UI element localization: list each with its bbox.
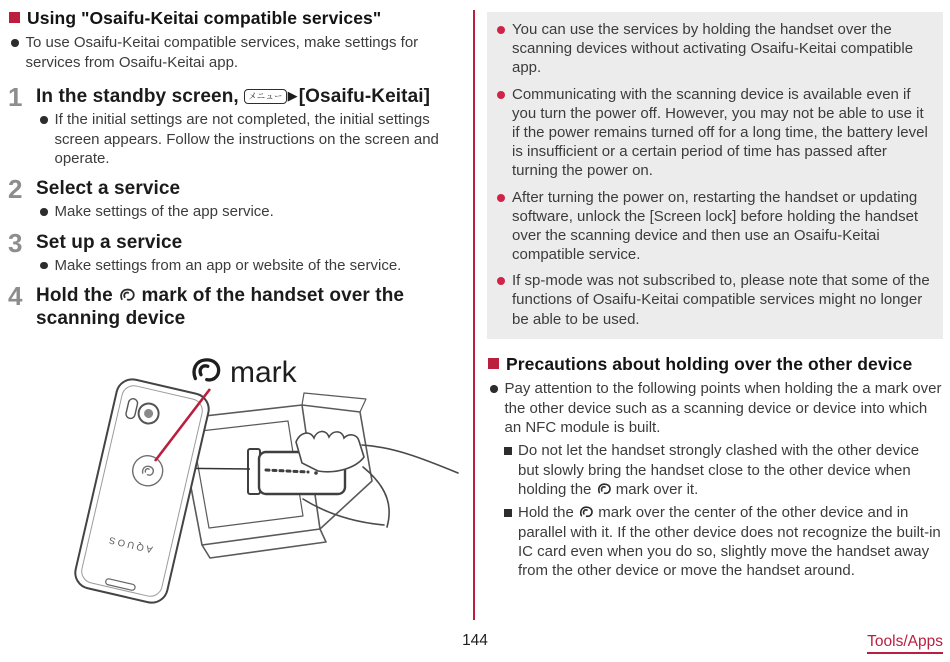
info-item	[496, 188, 934, 265]
red-dot-bullet-icon	[497, 194, 505, 202]
step-3-title: Set up a service	[36, 231, 183, 253]
felica-mark-icon	[596, 481, 612, 497]
point-2-pre: Hold the	[518, 504, 579, 522]
mark-label	[194, 356, 298, 389]
step-4-title-pre: Hold the	[36, 285, 119, 307]
intro-bullet	[8, 33, 466, 72]
info-item-text: After turning the power on, restarting the handset or updating software, unlock the [Screen lock] before holding the handset over the scanning device and then use an Osaifu-Keitai compatible service.	[512, 188, 919, 264]
red-dot-bullet-icon	[497, 91, 505, 99]
felica-mark-icon	[118, 286, 136, 304]
step-3-note	[37, 256, 466, 275]
info-item	[496, 20, 934, 78]
info-box	[487, 12, 943, 339]
scanning-illustration	[60, 339, 462, 607]
precautions-intro	[487, 379, 943, 437]
section-heading-precautions	[487, 354, 943, 375]
step-1-title-post: [Osaifu-Keitai]	[298, 86, 431, 108]
page-number: 144	[462, 632, 488, 649]
red-square-bullet-icon	[9, 12, 20, 23]
square-bullet-icon	[504, 447, 512, 455]
point-1-post: mark over it.	[611, 480, 699, 498]
section-heading-using	[8, 8, 466, 29]
menu-key-icon: メニュー	[244, 89, 286, 104]
precaution-point-text	[518, 441, 943, 499]
point-2-post: mark over the center of the other device and in parallel with it. If the other device does not recognize the built-in IC card even when you do so, slightly move the handset away from the other device or move the handset around.	[518, 504, 941, 580]
step-1	[8, 82, 466, 168]
step-2-number: 2	[8, 174, 23, 205]
phone-brand-label: AQUOS	[105, 533, 154, 555]
step-2-title: Select a service	[36, 178, 181, 200]
section-heading-text: Using "Osaifu-Keitai compatible services"	[27, 8, 382, 28]
square-bullet-icon	[504, 509, 512, 517]
dot-bullet-icon	[11, 39, 19, 47]
info-item-text: You can use the services by holding the handset over the scanning devices without activating Osaifu-Keitai compatible app.	[512, 21, 914, 77]
tools-apps-link[interactable]: Tools/Apps	[867, 633, 943, 654]
step-1-note	[37, 110, 466, 168]
step-3	[8, 227, 466, 276]
step-4-title	[36, 284, 466, 330]
step-2-note-text: Make settings of the app service.	[54, 203, 274, 221]
dot-bullet-icon	[40, 116, 48, 124]
red-square-bullet-icon	[488, 358, 499, 369]
step-1-note-text: If the initial settings are not completed, the initial settings screen appears. Follow the instructions on the screen and operate.	[54, 111, 439, 167]
step-3-number: 3	[8, 227, 23, 258]
left-column	[8, 8, 466, 612]
step-4-title-post: mark of the handset over the scanning device	[36, 285, 405, 330]
red-dot-bullet-icon	[497, 26, 505, 34]
step-1-title	[36, 85, 466, 108]
step-2-note	[37, 202, 466, 221]
step-1-title-pre: In the standby screen,	[36, 86, 245, 108]
info-item	[496, 271, 934, 329]
dot-bullet-icon	[40, 262, 48, 270]
dot-bullet-icon	[490, 385, 498, 393]
intro-text: To use Osaifu-Keitai compatible services, make settings for services from Osaifu-Keitai app.	[25, 34, 419, 71]
precaution-point-text	[518, 503, 943, 580]
info-item-text: If sp-mode was not subscribed to, please note that some of the functions of Osaifu-Keitai compatible services might no longer be able to be used.	[512, 272, 930, 328]
info-item	[496, 85, 934, 181]
info-item-text: Communicating with the scanning device is available even if you turn the power off. However, you may not be able to use it if the power remains turned off for a long time, the battery level is insufficient or a certain period of time has passed after turning the power on.	[512, 85, 928, 180]
felica-mark-icon	[578, 504, 594, 520]
precaution-point	[504, 441, 943, 499]
step-2	[8, 174, 466, 222]
red-dot-bullet-icon	[497, 277, 505, 285]
precaution-point	[504, 503, 943, 580]
dot-bullet-icon	[40, 208, 48, 216]
right-column	[487, 12, 943, 581]
column-divider	[473, 10, 475, 620]
step-4	[8, 281, 466, 330]
step-3-note-text: Make settings from an app or website of the service.	[54, 256, 402, 274]
step-1-number: 1	[8, 82, 23, 113]
precautions-intro-text: Pay attention to the following points when holding the a mark over the other device such as a scanning device or device into which an NFC module is built.	[504, 380, 942, 436]
play-arrow-icon: ▶	[287, 88, 298, 104]
point-1-pre: Do not let the handset strongly clashed with the other device but slowly bring the handset close to the other device when holding the	[518, 442, 920, 498]
precautions-heading-text: Precautions about holding over the other device	[506, 353, 913, 374]
phone-back	[72, 376, 212, 606]
step-4-number: 4	[8, 281, 23, 312]
mark-label-text: mark	[230, 355, 297, 389]
